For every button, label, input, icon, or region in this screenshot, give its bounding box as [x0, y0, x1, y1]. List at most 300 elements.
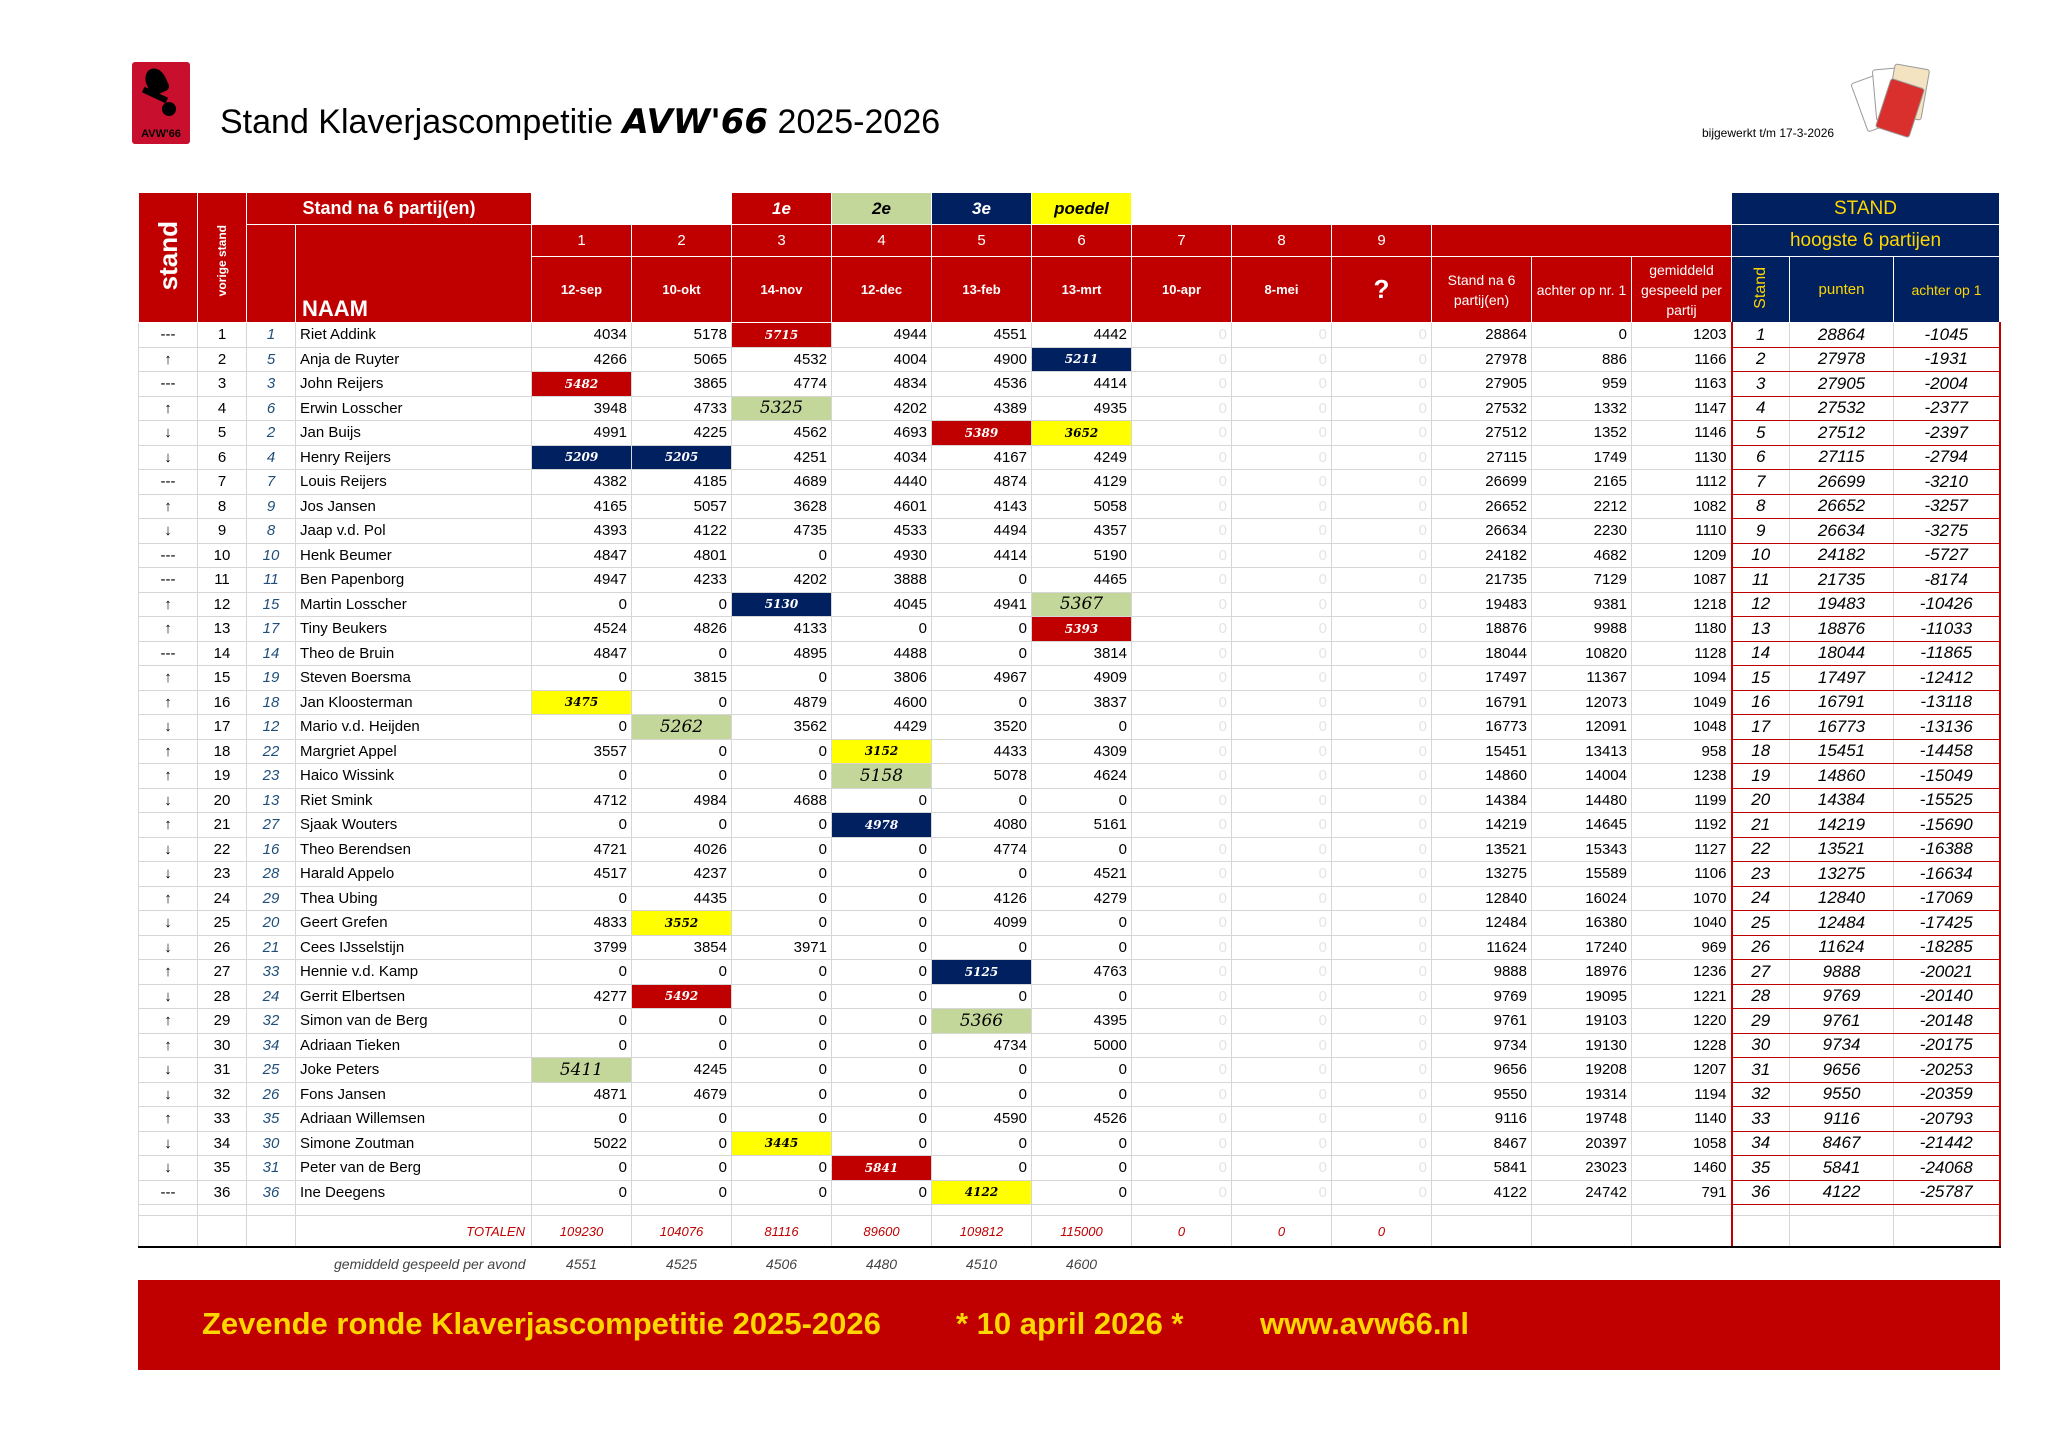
total-score: 9116 [1432, 1107, 1532, 1132]
round-score-2: 4826 [632, 617, 732, 642]
playing-cards-icon [1852, 60, 1936, 140]
right-stand: 18 [1732, 739, 1790, 764]
average-per-game: 1221 [1632, 984, 1732, 1009]
round-score-3: 0 [732, 1107, 832, 1132]
average-per-game: 1140 [1632, 1107, 1732, 1132]
round-score-7: 0 [1132, 1058, 1232, 1083]
table-row [139, 592, 2000, 617]
round-score-9: 0 [1332, 911, 1432, 936]
player-name: Adriaan Tieken [296, 1033, 532, 1058]
round-num-9: 9 [1332, 225, 1432, 257]
round-score-4: 4600 [832, 690, 932, 715]
total-score: 19483 [1432, 592, 1532, 617]
round-score-8: 0 [1232, 323, 1332, 348]
round-score-5: 4122 [932, 1180, 1032, 1205]
round-score-4: 0 [832, 1009, 932, 1034]
average-per-game: 1228 [1632, 1033, 1732, 1058]
round-score-2: 5262 [632, 715, 732, 740]
col-total-header: Stand na 6 partij(en) [1432, 257, 1532, 323]
previous-position: 34 [247, 1033, 296, 1058]
round-total-3: 81116 [732, 1216, 832, 1248]
round-total-4: 89600 [832, 1216, 932, 1248]
round-score-7: 0 [1132, 715, 1232, 740]
right-behind: -1045 [1894, 323, 2000, 348]
round-score-4: 4978 [832, 813, 932, 838]
total-score: 8467 [1432, 1131, 1532, 1156]
col-stand-header: stand [139, 193, 198, 323]
round-score-7: 0 [1132, 1082, 1232, 1107]
average-per-game: 1236 [1632, 960, 1732, 985]
round-score-4: 0 [832, 862, 932, 887]
round-date-3: 14-nov [732, 257, 832, 323]
round-score-6: 3652 [1032, 421, 1132, 446]
round-score-7: 0 [1132, 960, 1232, 985]
round-score-3: 5325 [732, 396, 832, 421]
banner-date: * 10 april 2026 * [956, 1306, 1184, 1341]
right-behind: -10426 [1894, 592, 2000, 617]
trend-indicator: ↑ [139, 494, 198, 519]
average-per-game: 1130 [1632, 445, 1732, 470]
total-score: 27532 [1432, 396, 1532, 421]
average-per-game: 1094 [1632, 666, 1732, 691]
total-score: 12484 [1432, 911, 1532, 936]
behind-first: 15343 [1532, 837, 1632, 862]
trend-indicator: ↑ [139, 739, 198, 764]
round-score-8: 0 [1232, 519, 1332, 544]
right-stand: 28 [1732, 984, 1790, 1009]
round-score-8: 0 [1232, 715, 1332, 740]
round-score-6: 0 [1032, 1058, 1132, 1083]
right-points: 9734 [1790, 1033, 1894, 1058]
round-score-9: 0 [1332, 666, 1432, 691]
average-per-game: 1163 [1632, 372, 1732, 397]
player-name: Sjaak Wouters [296, 813, 532, 838]
trend-indicator: ↑ [139, 592, 198, 617]
round-score-7: 0 [1132, 911, 1232, 936]
position: 32 [198, 1082, 247, 1107]
position: 8 [198, 494, 247, 519]
round-score-3: 5715 [732, 323, 832, 348]
behind-first: 1749 [1532, 445, 1632, 470]
total-score: 18876 [1432, 617, 1532, 642]
round-score-4: 4601 [832, 494, 932, 519]
right-behind: -24068 [1894, 1156, 2000, 1181]
round-score-1: 0 [532, 1107, 632, 1132]
round-score-5: 0 [932, 788, 1032, 813]
previous-position: 20 [247, 911, 296, 936]
position: 25 [198, 911, 247, 936]
right-behind: -15690 [1894, 813, 2000, 838]
table-row [139, 568, 2000, 593]
round-score-7: 0 [1132, 1156, 1232, 1181]
table-row [139, 886, 2000, 911]
round-score-7: 0 [1132, 886, 1232, 911]
trend-indicator: ↓ [139, 1156, 198, 1181]
col-prev-header: vorige stand [198, 193, 247, 323]
previous-position: 22 [247, 739, 296, 764]
total-score: 14219 [1432, 813, 1532, 838]
right-stand: 10 [1732, 543, 1790, 568]
round-score-8: 0 [1232, 592, 1332, 617]
round-score-5: 0 [932, 862, 1032, 887]
player-name: Henk Beumer [296, 543, 532, 568]
round-score-6: 5058 [1032, 494, 1132, 519]
round-score-8: 0 [1232, 1156, 1332, 1181]
position: 21 [198, 813, 247, 838]
right-behind: -20359 [1894, 1082, 2000, 1107]
round-score-8: 0 [1232, 470, 1332, 495]
round-score-6: 4357 [1032, 519, 1132, 544]
round-score-3: 4202 [732, 568, 832, 593]
trend-indicator: ↓ [139, 862, 198, 887]
total-score: 21735 [1432, 568, 1532, 593]
round-score-7: 0 [1132, 788, 1232, 813]
position: 26 [198, 935, 247, 960]
previous-position: 33 [247, 960, 296, 985]
round-total-7: 0 [1132, 1216, 1232, 1248]
total-score: 9761 [1432, 1009, 1532, 1034]
right-points: 27905 [1790, 372, 1894, 397]
round-score-3: 0 [732, 1156, 832, 1181]
round-score-1: 4947 [532, 568, 632, 593]
previous-position: 13 [247, 788, 296, 813]
round-score-6: 4465 [1032, 568, 1132, 593]
round-score-4: 3806 [832, 666, 932, 691]
position: 4 [198, 396, 247, 421]
round-score-8: 0 [1232, 764, 1332, 789]
round-score-2: 0 [632, 960, 732, 985]
right-behind: -5727 [1894, 543, 2000, 568]
round-score-3: 0 [732, 543, 832, 568]
previous-position: 25 [247, 1058, 296, 1083]
position: 15 [198, 666, 247, 691]
trend-indicator: --- [139, 1180, 198, 1205]
round-score-2: 5178 [632, 323, 732, 348]
round-score-1: 0 [532, 1033, 632, 1058]
round-date-4: 12-dec [832, 257, 932, 323]
round-score-9: 0 [1332, 715, 1432, 740]
round-score-9: 0 [1332, 1033, 1432, 1058]
right-stand: 11 [1732, 568, 1790, 593]
col-name-spacer [247, 225, 296, 323]
right-points: 12484 [1790, 911, 1894, 936]
round-num-4: 4 [832, 225, 932, 257]
round-score-7: 0 [1132, 837, 1232, 862]
right-stand: 23 [1732, 862, 1790, 887]
previous-position: 27 [247, 813, 296, 838]
round-score-6: 4909 [1032, 666, 1132, 691]
average-per-game: 1146 [1632, 421, 1732, 446]
round-score-5: 5366 [932, 1009, 1032, 1034]
round-score-8: 0 [1232, 739, 1332, 764]
round-score-3: 4251 [732, 445, 832, 470]
avg-evening-3: 4506 [765, 1256, 798, 1272]
round-score-2: 0 [632, 690, 732, 715]
previous-position: 4 [247, 445, 296, 470]
player-name: Jan Buijs [296, 421, 532, 446]
right-points: 9761 [1790, 1009, 1894, 1034]
banner-website[interactable]: www.avw66.nl [1260, 1306, 1470, 1341]
total-score: 9734 [1432, 1033, 1532, 1058]
round-score-3: 0 [732, 764, 832, 789]
player-name: Henry Reijers [296, 445, 532, 470]
table-row [139, 617, 2000, 642]
avg-evening-label: gemiddeld gespeeld per avond [334, 1256, 526, 1272]
round-score-5: 0 [932, 617, 1032, 642]
right-points: 16791 [1790, 690, 1894, 715]
average-per-game: 1128 [1632, 641, 1732, 666]
round-score-4: 5158 [832, 764, 932, 789]
right-stand: 13 [1732, 617, 1790, 642]
round-score-3: 4562 [732, 421, 832, 446]
behind-first: 13413 [1532, 739, 1632, 764]
right-points: 21735 [1790, 568, 1894, 593]
col-avg-header: gemiddeld gespeeld per partij [1632, 257, 1732, 323]
round-score-2: 4245 [632, 1058, 732, 1083]
trend-indicator: ↓ [139, 1131, 198, 1156]
previous-position: 6 [247, 396, 296, 421]
round-date-7: 10-apr [1132, 257, 1232, 323]
previous-position: 5 [247, 347, 296, 372]
previous-position: 31 [247, 1156, 296, 1181]
average-per-game: 969 [1632, 935, 1732, 960]
round-score-3: 4688 [732, 788, 832, 813]
round-score-2: 0 [632, 813, 732, 838]
round-score-3: 3971 [732, 935, 832, 960]
round-score-2: 3815 [632, 666, 732, 691]
average-per-game: 1218 [1632, 592, 1732, 617]
table-row [139, 739, 2000, 764]
table-row [139, 1058, 2000, 1083]
round-score-7: 0 [1132, 323, 1232, 348]
average-per-game: 1194 [1632, 1082, 1732, 1107]
previous-position: 17 [247, 617, 296, 642]
round-score-6: 4526 [1032, 1107, 1132, 1132]
position: 13 [198, 617, 247, 642]
round-score-1: 3475 [532, 690, 632, 715]
round-score-4: 4429 [832, 715, 932, 740]
round-score-1: 5411 [532, 1058, 632, 1083]
round-score-4: 5841 [832, 1156, 932, 1181]
table-row [139, 641, 2000, 666]
average-per-game: 1238 [1632, 764, 1732, 789]
round-score-8: 0 [1232, 1009, 1332, 1034]
announcement-banner [138, 1280, 2000, 1370]
total-score: 5841 [1432, 1156, 1532, 1181]
round-score-1: 4847 [532, 543, 632, 568]
round-score-9: 0 [1332, 739, 1432, 764]
avg-evening-5: 4510 [965, 1256, 998, 1272]
round-score-4: 0 [832, 837, 932, 862]
round-score-9: 0 [1332, 1058, 1432, 1083]
behind-first: 19130 [1532, 1033, 1632, 1058]
right-points: 8467 [1790, 1131, 1894, 1156]
trend-indicator: --- [139, 543, 198, 568]
right-stand: 24 [1732, 886, 1790, 911]
player-name: Theo Berendsen [296, 837, 532, 862]
right-behind: -12412 [1894, 666, 2000, 691]
position: 36 [198, 1180, 247, 1205]
round-score-7: 0 [1132, 764, 1232, 789]
round-score-4: 0 [832, 617, 932, 642]
behind-first: 19208 [1532, 1058, 1632, 1083]
player-name: John Reijers [296, 372, 532, 397]
round-score-7: 0 [1132, 641, 1232, 666]
trend-indicator: ↓ [139, 935, 198, 960]
avg-evening-6: 4600 [1065, 1256, 1098, 1272]
player-name: Erwin Losscher [296, 396, 532, 421]
player-name: Anja de Ruyter [296, 347, 532, 372]
previous-position: 3 [247, 372, 296, 397]
right-behind: -20175 [1894, 1033, 2000, 1058]
position: 10 [198, 543, 247, 568]
round-score-8: 0 [1232, 1033, 1332, 1058]
right-col-stand-header: Stand [1732, 257, 1790, 323]
player-name: Margriet Appel [296, 739, 532, 764]
round-score-8: 0 [1232, 960, 1332, 985]
round-score-8: 0 [1232, 666, 1332, 691]
round-score-1: 0 [532, 764, 632, 789]
behind-first: 2230 [1532, 519, 1632, 544]
round-score-3: 0 [732, 666, 832, 691]
round-score-3: 0 [732, 1033, 832, 1058]
previous-position: 35 [247, 1107, 296, 1132]
round-score-6: 5161 [1032, 813, 1132, 838]
right-points: 5841 [1790, 1156, 1894, 1181]
position: 34 [198, 1131, 247, 1156]
right-stand: 1 [1732, 323, 1790, 348]
round-score-4: 3888 [832, 568, 932, 593]
trend-indicator: ↓ [139, 519, 198, 544]
right-stand: 8 [1732, 494, 1790, 519]
player-name: Jos Jansen [296, 494, 532, 519]
right-behind: -3210 [1894, 470, 2000, 495]
round-score-6: 0 [1032, 935, 1132, 960]
trend-indicator: --- [139, 641, 198, 666]
round-score-3: 4532 [732, 347, 832, 372]
average-per-game: 1110 [1632, 519, 1732, 544]
round-score-3: 0 [732, 837, 832, 862]
average-per-game: 1203 [1632, 323, 1732, 348]
round-score-4: 0 [832, 1082, 932, 1107]
avg-evening-row [139, 1247, 2000, 1280]
right-points: 27978 [1790, 347, 1894, 372]
previous-position: 29 [247, 886, 296, 911]
round-score-1: 3948 [532, 396, 632, 421]
round-score-7: 0 [1132, 617, 1232, 642]
behind-first: 12073 [1532, 690, 1632, 715]
trend-indicator: ↓ [139, 911, 198, 936]
round-score-2: 4801 [632, 543, 732, 568]
round-score-9: 0 [1332, 617, 1432, 642]
round-score-6: 4309 [1032, 739, 1132, 764]
round-score-8: 0 [1232, 396, 1332, 421]
table-row [139, 1009, 2000, 1034]
round-score-1: 4721 [532, 837, 632, 862]
right-stand: 3 [1732, 372, 1790, 397]
total-score: 9888 [1432, 960, 1532, 985]
round-score-9: 0 [1332, 984, 1432, 1009]
round-score-8: 0 [1232, 813, 1332, 838]
round-score-1: 4266 [532, 347, 632, 372]
round-date-9: ? [1332, 257, 1432, 323]
right-points: 4122 [1790, 1180, 1894, 1205]
round-num-6: 6 [1032, 225, 1132, 257]
round-score-2: 4679 [632, 1082, 732, 1107]
behind-first: 19748 [1532, 1107, 1632, 1132]
right-points: 27115 [1790, 445, 1894, 470]
round-score-1: 3557 [532, 739, 632, 764]
previous-position: 8 [247, 519, 296, 544]
round-score-9: 0 [1332, 641, 1432, 666]
average-per-game: 1070 [1632, 886, 1732, 911]
average-per-game: 1082 [1632, 494, 1732, 519]
player-name: Simone Zoutman [296, 1131, 532, 1156]
round-score-7: 0 [1132, 862, 1232, 887]
right-behind: -2794 [1894, 445, 2000, 470]
avg-evening-1: 4551 [565, 1256, 598, 1272]
round-score-9: 0 [1332, 396, 1432, 421]
round-score-7: 0 [1132, 592, 1232, 617]
position: 20 [198, 788, 247, 813]
round-score-5: 4774 [932, 837, 1032, 862]
round-score-3: 5130 [732, 592, 832, 617]
round-num-5: 5 [932, 225, 1032, 257]
average-per-game: 1087 [1632, 568, 1732, 593]
table-row [139, 911, 2000, 936]
player-name: Thea Ubing [296, 886, 532, 911]
behind-first: 0 [1532, 323, 1632, 348]
player-name: Mario v.d. Heijden [296, 715, 532, 740]
player-name: Simon van de Berg [296, 1009, 532, 1034]
round-score-3: 4879 [732, 690, 832, 715]
behind-first: 23023 [1532, 1156, 1632, 1181]
table-row [139, 666, 2000, 691]
round-score-7: 0 [1132, 666, 1232, 691]
round-score-2: 3865 [632, 372, 732, 397]
round-score-8: 0 [1232, 1131, 1332, 1156]
position: 22 [198, 837, 247, 862]
table-row [139, 862, 2000, 887]
right-points: 13521 [1790, 837, 1894, 862]
trend-indicator: --- [139, 323, 198, 348]
round-score-8: 0 [1232, 568, 1332, 593]
behind-first: 10820 [1532, 641, 1632, 666]
round-score-6: 4763 [1032, 960, 1132, 985]
prize-first: 1e [732, 193, 832, 225]
previous-position: 18 [247, 690, 296, 715]
right-behind: -15049 [1894, 764, 2000, 789]
round-score-4: 4034 [832, 445, 932, 470]
round-score-2: 5205 [632, 445, 732, 470]
total-score: 15451 [1432, 739, 1532, 764]
round-score-6: 4624 [1032, 764, 1132, 789]
round-score-8: 0 [1232, 641, 1332, 666]
position: 35 [198, 1156, 247, 1181]
round-score-2: 0 [632, 641, 732, 666]
round-num-7: 7 [1132, 225, 1232, 257]
table-row [139, 715, 2000, 740]
behind-first: 19314 [1532, 1082, 1632, 1107]
round-total-1: 109230 [532, 1216, 632, 1248]
right-stand: 21 [1732, 813, 1790, 838]
round-score-6: 0 [1032, 1156, 1132, 1181]
round-score-5: 4494 [932, 519, 1032, 544]
behind-first: 17240 [1532, 935, 1632, 960]
behind-first: 14004 [1532, 764, 1632, 789]
table-row [139, 519, 2000, 544]
average-per-game: 1147 [1632, 396, 1732, 421]
